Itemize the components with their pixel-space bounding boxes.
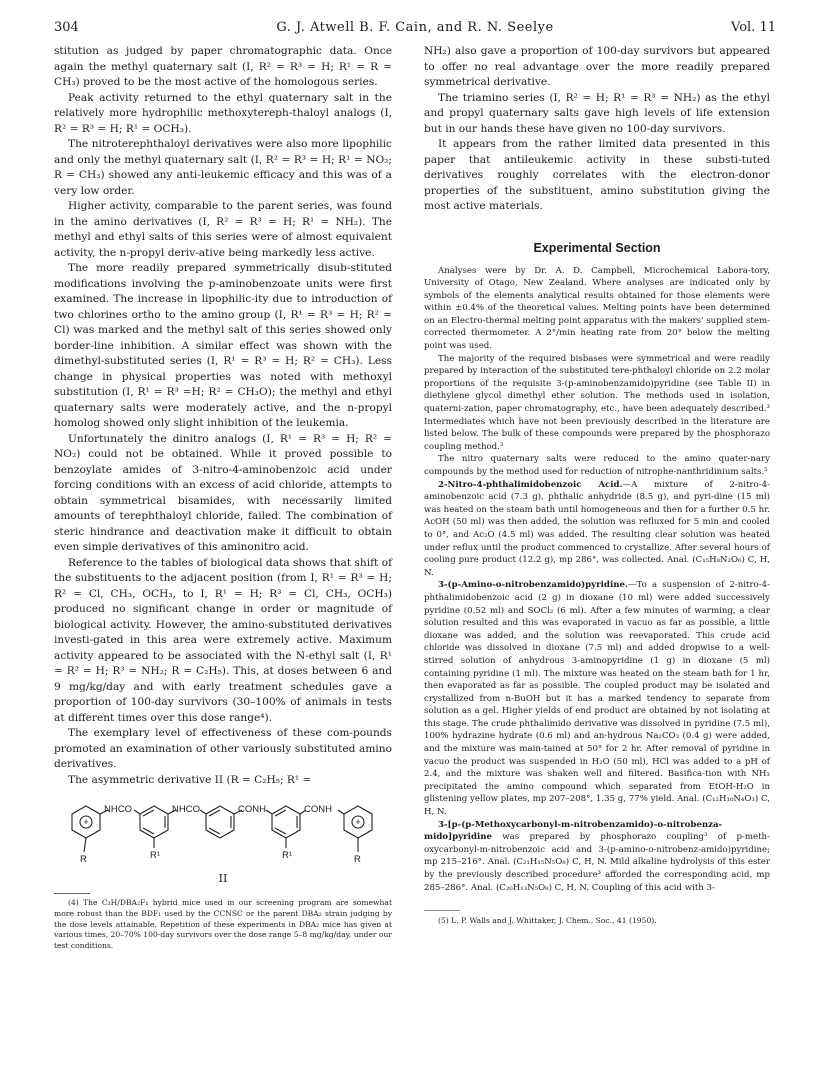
volume-number: Vol. 11 <box>731 20 776 35</box>
benzene-ring <box>272 806 300 838</box>
procedure-paragraph <box>424 479 770 580</box>
footnote: (5) L. P. Walls and J. Whittaker, J. Chem., Soc., 41 (1950). <box>438 916 657 926</box>
paragraph: The asymmetric derivative II (R = C₂H₅; R¹ = <box>68 773 312 786</box>
procedure-text: —A mixture of 2-nitro-4-aminobenzoic acid (7.3 g), phthalic anhydride (8.5 g), and pyri-dine (15 ml) was heated on the steam bath until homogeneous and then for a further 0.5 hr. AcOH (50 ml) was then added, the solution was refluxed for 5 min and cooled to 0°, and Ac₂O (4.5 ml) was added. The resulting clear solution was heated under reflux until the product commenced to crystallize. After several hours of cooling pure product (12.2 g), mp 286°, was collected. Anal. (C₁₅H₈N₂O₆) C, H, N. <box>424 479 770 578</box>
benzene-ring <box>206 806 234 838</box>
paragraph: The nitroterephthaloyl derivatives were also more lipophilic and only the methyl quaternary salt (I, R² = R³ = H; R¹ = NO₂; R = CH₃) showed any anti-leukemic efficacy and this was of a very low order. <box>54 138 392 197</box>
paragraph: Unfortunately the dinitro analogs (I, R¹ = R³ = H; R² = NO₂) could not be obtained. While it proved possible to benzoylate amides of 3-nitro-4-aminobenzoic acid under forcing conditions with an excess of acid chloride, attempts to obtain symmetrical bisamides, with necessarily limited amounts of terephthaloyl chloride, failed. The combination of steric hindrance and deactivation make it difficult to obtain even simple derivatives of this aminonitro acid. <box>54 432 392 553</box>
paragraph: The exemplary level of effectiveness of these com-pounds promoted an examination of other variously substituted amino derivatives. <box>54 727 392 770</box>
page-number: 304 <box>54 20 79 35</box>
chemical-structure-ii <box>54 792 392 872</box>
paragraph: Higher activity, comparable to the parent series, was found in the amino derivatives (I, R² = R³ = H; R¹ = NH₂). The methyl and ethyl salts of this series were of almost equivalent activity, the n-propyl deriv-ative being markedly less active. <box>54 200 392 259</box>
procedure-paragraph <box>424 579 770 818</box>
experimental-paragraph: The nitro quaternary salts were reduced to the amino quater-nary compounds by the method used for reduction of nitrophe-nanthridinium salts.⁵ <box>424 454 770 477</box>
substituent-label: R <box>354 854 361 865</box>
footnote-divider <box>424 910 460 911</box>
substituent-label: R¹ <box>150 850 161 861</box>
paragraph: Reference to the tables of biological data shows that shift of the substituents to the adjacent position (from I, R¹ = R³ = H; R² = Cl, CH₃, OCH₃, to I, R¹ = H; R³ = Cl, CH₃, OCH₃) produced no significant change in order or magnitude of biological activity. However, the amino-substituted derivatives investi-gated in this area were extremely active. Maximum activity appeared to be associated with the N-ethyl salt (I, R¹ = R² = H; R³ = NH₂; R = C₂H₅). This, at doses between 6 and 9 mg/kg/day and with early treatment schedules gave a proportion of 100-day survivors (30–100% of animals in tests at different times over this dose range⁴). <box>54 556 392 724</box>
paragraph: The more readily prepared symmetrically disub-stituted modifications involving the p-aminobenzoate units were first examined. The increase in lipophilic-ity due to introduction of two chlorines ortho to the amino group (I, R¹ = R³ = H; R² = Cl) was marked and the methyl salt of this series showed only border-line inhibition. A similar effect was shown with the dimethyl-substituted series (I, R¹ = R³ = H; R² = CH₃). Less change in physical properties was noted with methoxyl substitution (I, R¹ = R³ =H; R² = CH₃O); the methyl and ethyl quaternary salts were moderately active, and the n-propyl homolog showed only slight inhibition of the leukemia. <box>54 262 392 429</box>
compound-name: 2-Nitro-4-phthalimidobenzoic Acid. <box>438 479 623 490</box>
experimental-paragraph: Analyses were by Dr. A. D. Campbell, Microchemical Labora-tory, University of Otago, New Zealand. Where analyses are indicated only by symbols of the elements analytical results obtained for those elements were within ±0.4% of the theoretical values. Melting points have been determined on an Electro-thermal melting point apparatus with the makers' supplied stem-corrected thermometer. A 2°/min heating rate from 20° below the melting point was used. <box>424 265 770 352</box>
paragraph: Peak activity returned to the ethyl quaternary salt in the relatively more hydrophilic methoxytereph-thaloyl analogs (I, R² = R³ = H; R¹ = OCH₃). <box>54 91 392 135</box>
procedure-text: was prepared by phosphorazo coupling³ of p-meth-oxycarbonyl-m-nitrobenzoic acid and 3-(p-amino-o-nitrobenz-amido)pyridine; mp 215–216°. Anal. (C₂₁H₁₅N₅O₈) C, H, N. Mild alkaline hydrolysis of this ester by the previously described procedure³ afforded the corresponding acid, mp 285–286°. Anal. (C₂₀H₁₃N₅O₈) C, H, N. Coupling of this acid with 3- <box>424 832 770 893</box>
charge-sign: + <box>355 817 361 828</box>
paragraph: NH₂) also gave a proportion of 100-day survivors but appeared to offer no real advantage over the more readily prepared symmetrical derivative. <box>424 45 770 88</box>
benzene-ring <box>140 806 168 838</box>
procedure-text: —To a suspension of 2-nitro-4-phthalimidobenzoic acid (2 g) in dioxane (10 ml) were added successively pyridine (0.52 ml) and SOCl₂ (6 ml). After a few minutes of warming, a clear solution resulted and this was evaporated in vacuo as far as possible, a little dioxane was added, and the solution was reevaporated. This crude acid chloride was dissolved in dioxane (7.5 ml) and added dropwise to a well-stirred solution of anhydrous 3-aminopyridine (1 g) in dioxane (5 ml) containing pyridine (1 ml). The mixture was heated on the steam bath for 1 hr, then evaporated as far as possible. The coupled product may be isolated and crystallized from n-BuOH but it has a marked tendency to separate from solution as a gel. Higher yields of end product are obtained by not isolating at this stage. The crude phthalimido derivative was dissolved in pyridine (7.5 ml), 100% hydrazine hydrate (0.6 ml) and an-hydrous Na₂CO₃ (0.4 g) were added, and the mixture was main-tained at 50° for 2 hr. After removal of pyridine in vacuo the product was suspended in H₂O (50 ml), HCl was added to a pH of 2.4, and the mixture was shaken well and filtered. Basifica-tion with NH₃ precipitated the amino compound which separated from EtOH-H₂O in glistening yellow plates, mp 207–208°, 1.35 g, 77% yield. Anal. (C₁₂H₁₀N₄O₃) C, H, N. <box>424 580 770 818</box>
paragraph: The triamino series (I, R² = H; R¹ = R³ = NH₂) as the ethyl and propyl quaternary salts gave high levels of life extension but in our hands these have given no 100-day survivors. <box>424 91 770 135</box>
right-column <box>424 44 770 927</box>
paragraph: stitution as judged by paper chromatographic data. Once again the methyl quaternary salt (I, R² = R³ = H; R¹ = R = CH₃) proved to be the most active of the homologous series. <box>54 45 392 88</box>
amide-group: NHCO <box>104 804 132 815</box>
structure-label: II <box>218 872 228 885</box>
substituent-label: R¹ <box>282 850 293 861</box>
footnote: (4) The C₃H/DBA₂F₁ hybrid mice used in our screening program are somewhat more robust than the BDF₁ used by the CCNSC or the parent DBA₂ strain judging by the dose levels attainable. Repetition of these experiments in DBA₂ mice has given at various times, 20–70% 100-day survivors over the dose range 5–8 mg/kg/day, under our test conditions. <box>54 898 392 951</box>
left-column <box>54 44 392 952</box>
amide-group: CONH <box>238 804 266 815</box>
paragraph: It appears from the rather limited data presented in this paper that antileukemic activity in these substi-tuted derivatives roughly correlates with the electron-donor properties of the substituent, amino substitution giving the most active materials. <box>424 138 770 212</box>
charge-sign: + <box>83 817 89 828</box>
amide-group: CONH <box>304 804 332 815</box>
substituent-label: R <box>80 854 87 865</box>
footnote-divider <box>54 893 90 894</box>
running-title: G. J. Atwell B. F. Cain, and R. N. Seelye <box>276 20 554 35</box>
section-heading: Experimental Section <box>533 240 661 255</box>
structure-diagram <box>54 792 392 872</box>
compound-name: 3-[p-(p-Methoxycarbonyl-m-nitrobenzamido)-o-nitrobenza-mido]pyridine <box>424 819 723 843</box>
procedure-paragraph <box>424 819 770 895</box>
amide-group: NHCO <box>172 804 200 815</box>
experimental-paragraph: The majority of the required bisbases were symmetrical and were readily prepared by interaction of the substituted tere-phthaloyl chloride on 2.2 molar proportions of the requisite 3-(p-aminobenzamido)pyridine (see Table II) in diethylene glycol dimethyl ether solution. The methods used in isolation, quaterni-zation, paper chromatography, etc., have been adequately described.³ Intermediates which have not been previously described in the literature are listed below. The bulk of these compounds were prepared by the phosphorazo coupling method.³ <box>424 353 770 452</box>
compound-name: 3-(p-Amino-o-nitrobenzamido)pyridine. <box>438 580 628 591</box>
running-header <box>54 20 776 40</box>
